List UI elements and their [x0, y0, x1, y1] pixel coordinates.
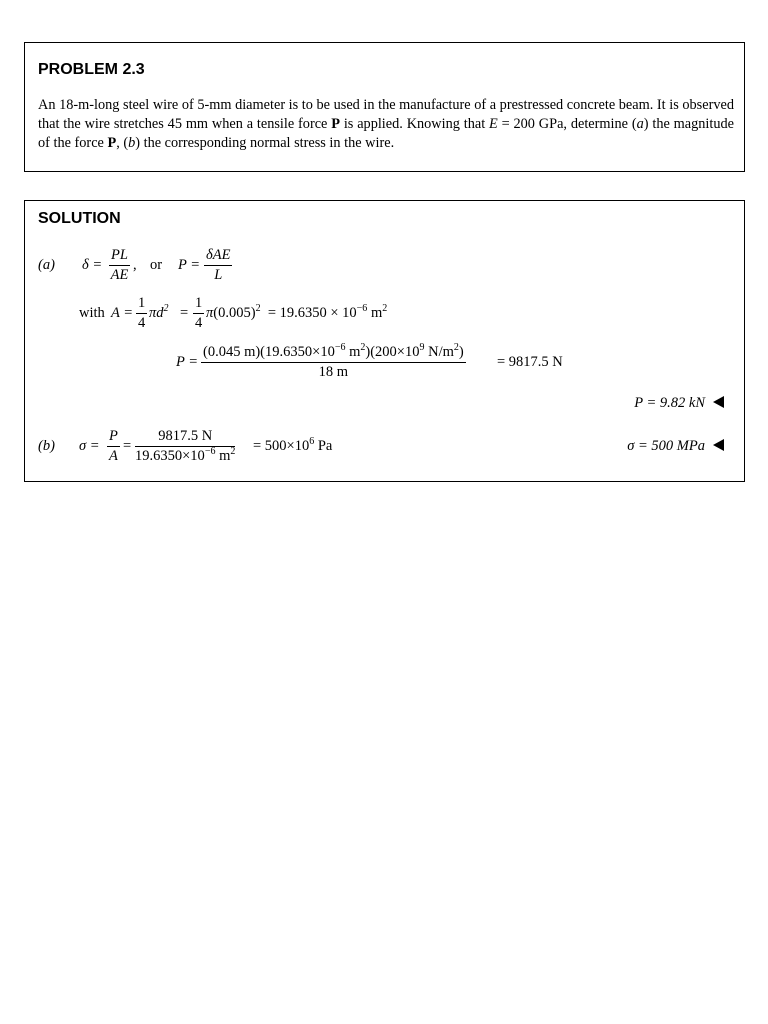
delta-fraction: $\frac{PL}{AE}$ — [110, 247, 129, 283]
stress-fraction-1: $\frac{P}{A}$ — [109, 428, 118, 464]
area-fraction-1: $\frac{1}{4}$ — [138, 295, 146, 331]
part-b-letter: b — [128, 135, 136, 151]
problem-text-1: An 18-m-long steel wire of 5-mm diameter is to be used in the manufacture of a prestressed concrete beam. It is observed that the wire stretches 45 mm when a tensile force — [38, 97, 734, 132]
area-value: $\pi(0.005)^2 = 19.6350 \times 10^{-6}$ $m^2$ — [206, 303, 388, 321]
area-equals: = — [180, 305, 189, 321]
problem-box — [24, 42, 745, 172]
force-symbol: P — [331, 116, 340, 132]
answer-marker-icon — [713, 439, 724, 451]
delta-lhs: δ = — [82, 257, 103, 273]
stress-lhs: σ = — [79, 438, 100, 454]
problem-text-6: ) the corresponding normal stress in the wire. — [135, 135, 395, 151]
stress-fraction-2: $\frac{9817.5 N}{19.6350\times 10^{-6} m^2}$ — [135, 428, 236, 464]
part-a-label: (a) — [38, 257, 55, 273]
part-a-letter: a — [636, 116, 644, 132]
problem-heading: PROBLEM 2.3 — [38, 61, 145, 78]
problem-text-5: , ( — [116, 135, 129, 151]
modulus-symbol: E — [489, 116, 498, 132]
part-b-label: (b) — [38, 438, 55, 454]
stress-equals: = — [123, 438, 132, 454]
force-fraction: $\frac{(0.045 m)(19.6350\times 10^{-6} m^2)(200\times 10^9 N/m^2)}{18 m}$ — [203, 342, 464, 380]
delta-comma: , — [133, 257, 137, 273]
problem-text-2: is applied. Knowing that — [339, 116, 490, 132]
answer-stress: σ = 500 MPa — [627, 438, 724, 455]
problem-statement — [38, 96, 734, 153]
force-lhs: P = — [176, 354, 199, 370]
p-fraction: δAE L — [206, 247, 231, 283]
p-lhs: P = — [178, 257, 201, 273]
force-result: = 9817.5 N — [497, 354, 563, 370]
area-lhs: A = — [111, 305, 134, 321]
area-pi-d: $\pi d^2$ — [149, 303, 169, 321]
problem-text-4: ) the magnitude of the force — [38, 116, 735, 151]
area-with: with — [79, 305, 105, 321]
problem-text-3: = 200 GPa, determine ( — [497, 116, 637, 132]
answer-marker-icon — [713, 396, 724, 408]
stress-result: = $500\times 10^6$ Pa — [253, 436, 333, 454]
area-fraction-2: $\frac{1}{4}$ — [195, 295, 203, 331]
or-text: or — [150, 257, 163, 273]
solution-box — [24, 200, 745, 482]
answer-force: P = 9.82 kN — [634, 395, 724, 412]
force-symbol-2: P — [107, 135, 117, 151]
solution-heading: SOLUTION — [38, 210, 121, 227]
